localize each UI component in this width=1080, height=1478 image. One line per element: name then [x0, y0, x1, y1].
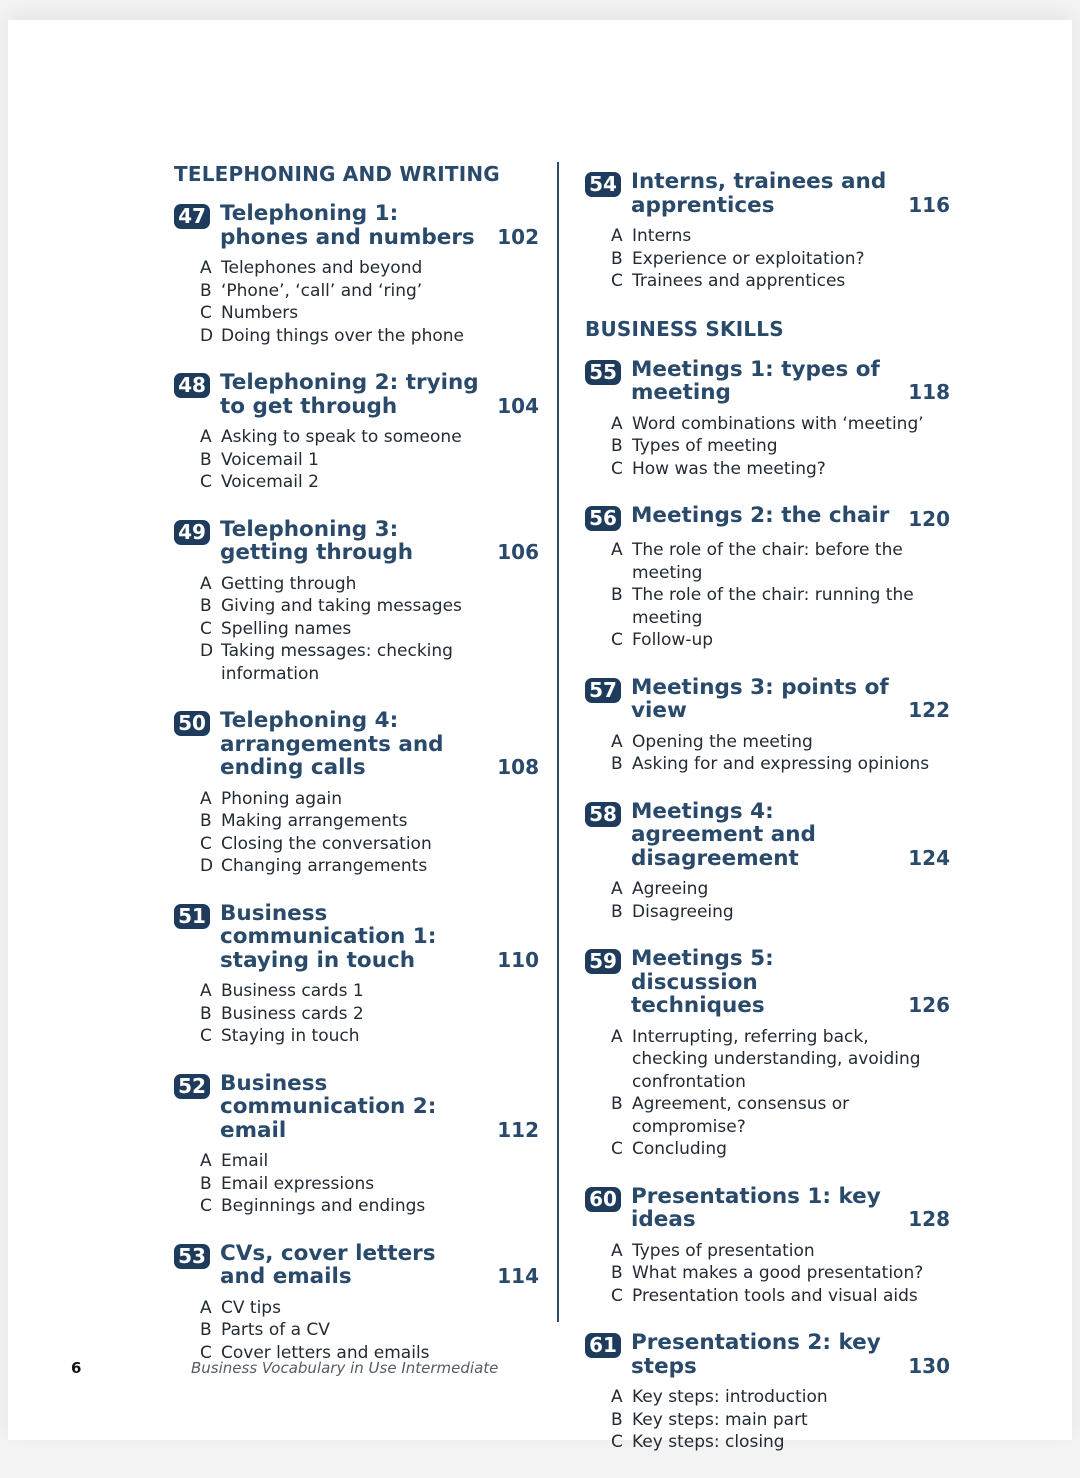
subtopic-item[interactable] — [611, 435, 950, 458]
unit-entry-61[interactable] — [585, 1331, 950, 1454]
unit-header[interactable] — [174, 518, 539, 565]
unit-page-number: 104 — [497, 393, 539, 418]
unit-title[interactable]: Business communication 2: email — [220, 1070, 437, 1143]
subtopic-text: Key steps: closing — [632, 1432, 785, 1452]
subtopic-text: Agreeing — [632, 879, 709, 899]
subtopic-item[interactable] — [200, 640, 539, 685]
unit-subtopics — [585, 1240, 950, 1308]
unit-header[interactable] — [585, 504, 950, 531]
subtopic-letter: A — [200, 981, 212, 1001]
subtopic-item[interactable] — [200, 280, 539, 303]
subtopic-letter: A — [611, 1026, 623, 1047]
unit-entry-59[interactable] — [585, 947, 950, 1161]
subtopic-item[interactable] — [200, 618, 539, 641]
unit-page-number: 130 — [908, 1353, 950, 1378]
unit-entry-54[interactable] — [585, 170, 950, 293]
subtopic-letter: D — [200, 641, 214, 661]
subtopic-item[interactable] — [200, 980, 539, 1003]
subtopic-text: Parts of a CV — [221, 1320, 330, 1340]
unit-number-badge: 54 — [585, 172, 621, 197]
subtopic-item[interactable] — [611, 901, 950, 924]
subtopic-item[interactable] — [611, 1138, 950, 1161]
subtopic-letter: C — [200, 472, 212, 492]
subtopic-item[interactable] — [611, 248, 950, 271]
subtopic-item[interactable] — [611, 413, 950, 436]
subtopic-letter: A — [611, 1240, 623, 1261]
unit-page-number: 126 — [908, 993, 950, 1017]
subtopic-letter: B — [200, 280, 212, 301]
unit-page-number: 114 — [497, 1264, 539, 1288]
subtopic-item[interactable] — [611, 731, 950, 754]
unit-subtopics — [174, 1150, 539, 1218]
subtopic-letter: A — [200, 1297, 212, 1318]
subtopic-letter: A — [200, 788, 212, 809]
subtopic-item[interactable] — [611, 1093, 950, 1138]
unit-page-number: 116 — [908, 192, 950, 217]
unit-header[interactable] — [585, 1185, 950, 1232]
subtopic-text: Taking messages: checking information — [221, 641, 453, 684]
unit-entry-48[interactable] — [174, 371, 539, 494]
left-unit-list — [174, 202, 539, 1364]
unit-number-badge: 59 — [585, 949, 621, 974]
subtopic-item[interactable] — [611, 1431, 950, 1454]
section-heading-business-skills: BUSINESS SKILLS — [585, 316, 784, 341]
subtopic-text: Concluding — [632, 1139, 727, 1159]
subtopic-letter: B — [611, 1409, 623, 1430]
unit-subtopics — [174, 257, 539, 347]
subtopic-item[interactable] — [200, 810, 539, 833]
subtopic-item[interactable] — [200, 1025, 539, 1048]
subtopic-letter: B — [611, 585, 623, 605]
unit-title[interactable]: Telephoning 3: getting through — [220, 516, 414, 565]
subtopic-text: Disagreeing — [632, 901, 734, 922]
unit-header[interactable] — [174, 902, 539, 973]
unit-number-badge: 61 — [585, 1333, 621, 1358]
unit-header[interactable] — [174, 1072, 539, 1143]
unit-entry-52[interactable] — [174, 1072, 539, 1218]
unit-entry-55[interactable] — [585, 358, 950, 481]
subtopic-item[interactable] — [200, 1319, 539, 1342]
unit-header[interactable] — [585, 170, 950, 217]
subtopic-text: Changing arrangements — [221, 856, 428, 876]
unit-number-badge: 48 — [174, 373, 210, 398]
unit-subtopics — [585, 539, 950, 652]
unit-entry-50[interactable] — [174, 709, 539, 878]
unit-number-badge: 50 — [174, 711, 210, 736]
subtopic-text: Types of presentation — [632, 1240, 815, 1261]
subtopic-letter: A — [611, 1387, 623, 1407]
unit-page-number: 106 — [497, 540, 539, 564]
unit-header[interactable] — [585, 947, 950, 1018]
subtopic-text: Key steps: introduction — [632, 1387, 828, 1407]
unit-number-badge: 56 — [585, 506, 621, 531]
right-first-unit — [585, 170, 950, 293]
subtopic-item[interactable] — [611, 878, 950, 901]
subtopic-text: Asking for and expressing opinions — [632, 754, 930, 774]
unit-entry-53[interactable] — [174, 1242, 539, 1365]
subtopic-item[interactable] — [200, 1195, 539, 1218]
subtopic-text: Asking to speak to someone — [221, 427, 462, 447]
subtopic-letter: D — [200, 856, 214, 876]
unit-title[interactable]: Meetings 5: discussion techniques — [631, 946, 774, 1018]
unit-page-number: 128 — [908, 1207, 950, 1231]
unit-title[interactable]: Meetings 2: the chair — [631, 503, 890, 528]
subtopic-letter: A — [200, 573, 212, 594]
unit-page-number: 112 — [497, 1117, 539, 1142]
subtopic-item[interactable] — [200, 1173, 539, 1196]
subtopic-letter: C — [611, 1432, 623, 1452]
unit-title[interactable]: Business communication 1: staying in touch — [220, 900, 437, 973]
book-title: Business Vocabulary in Use Intermediate — [191, 1359, 499, 1377]
unit-page-number: 120 — [908, 506, 950, 531]
subtopic-letter: B — [611, 754, 623, 774]
subtopic-text: Interns — [632, 226, 692, 246]
subtopic-text: Telephones and beyond — [221, 258, 423, 278]
unit-subtopics — [174, 788, 539, 878]
subtopic-item[interactable] — [200, 302, 539, 325]
subtopic-item[interactable] — [611, 1409, 950, 1432]
unit-number-badge: 53 — [174, 1244, 210, 1269]
unit-number-badge: 52 — [174, 1074, 210, 1099]
subtopic-letter: B — [200, 811, 212, 831]
unit-entry-57[interactable] — [585, 676, 950, 776]
unit-entry-49[interactable] — [174, 518, 539, 686]
unit-title[interactable]: Meetings 1: types of meeting — [631, 356, 880, 405]
subtopic-text: Agreement, consensus or compromise? — [632, 1094, 850, 1137]
section-heading-telephoning: TELEPHONING AND WRITING — [174, 162, 500, 186]
subtopic-text: Staying in touch — [221, 1026, 360, 1046]
subtopic-text: Presentation tools and visual aids — [632, 1285, 918, 1306]
unit-entry-47[interactable] — [174, 202, 539, 347]
subtopic-letter: B — [611, 901, 623, 922]
subtopic-text: Doing things over the phone — [221, 325, 464, 346]
subtopic-item[interactable] — [200, 471, 539, 494]
subtopic-item[interactable] — [611, 629, 950, 652]
unit-subtopics — [585, 731, 950, 776]
unit-title[interactable]: Telephoning 2: trying to get through — [220, 370, 479, 419]
subtopic-item[interactable] — [200, 1297, 539, 1320]
subtopic-letter: C — [200, 833, 212, 854]
unit-entry-58[interactable] — [585, 800, 950, 924]
subtopic-item[interactable] — [611, 1262, 950, 1285]
subtopic-item[interactable] — [611, 1285, 950, 1308]
subtopic-text: Trainees and apprentices — [632, 271, 846, 291]
subtopic-letter: B — [611, 248, 623, 269]
unit-title[interactable]: Telephoning 1: phones and numbers — [220, 201, 475, 250]
column-divider — [557, 162, 559, 1322]
unit-header[interactable] — [585, 800, 950, 871]
subtopic-text: Closing the conversation — [221, 833, 432, 854]
subtopic-text: The role of the chair: running the meeting — [632, 585, 914, 628]
unit-subtopics — [585, 1026, 950, 1161]
unit-subtopics — [585, 225, 950, 293]
subtopic-letter: B — [611, 1094, 623, 1114]
subtopic-item[interactable] — [200, 325, 539, 348]
subtopic-letter: D — [200, 325, 214, 346]
unit-title[interactable]: Interns, trainees and apprentices — [631, 169, 887, 218]
unit-number-badge: 57 — [585, 678, 621, 703]
unit-number-badge: 58 — [585, 802, 621, 827]
subtopic-text: Interrupting, referring back, checking understanding, avoiding confrontation — [632, 1026, 921, 1092]
unit-entry-56[interactable] — [585, 504, 950, 652]
subtopic-letter: C — [611, 1285, 623, 1306]
subtopic-item[interactable] — [611, 270, 950, 293]
subtopic-text: Spelling names — [221, 618, 352, 639]
subtopic-item[interactable] — [200, 595, 539, 618]
subtopic-letter: C — [200, 618, 212, 639]
subtopic-letter: A — [611, 879, 623, 899]
unit-title[interactable]: Presentations 2: key steps — [631, 1330, 881, 1379]
subtopic-item[interactable] — [611, 753, 950, 776]
unit-subtopics — [585, 413, 950, 481]
subtopic-letter: A — [200, 427, 212, 447]
unit-title[interactable]: CVs, cover letters and emails — [220, 1240, 436, 1289]
unit-number-badge: 47 — [174, 204, 210, 229]
subtopic-text: Getting through — [221, 573, 357, 594]
subtopic-text: What makes a good presentation? — [632, 1263, 924, 1283]
unit-header[interactable] — [585, 1331, 950, 1378]
subtopic-text: Email — [221, 1151, 269, 1171]
subtopic-letter: A — [200, 258, 212, 278]
subtopic-item[interactable] — [200, 257, 539, 280]
unit-page-number: 118 — [908, 380, 950, 404]
subtopic-text: Voicemail 2 — [221, 472, 319, 492]
page-sheet — [8, 20, 1072, 1452]
unit-subtopics — [174, 980, 539, 1048]
subtopic-text: Business cards 1 — [221, 981, 364, 1001]
subtopic-item[interactable] — [611, 1026, 950, 1094]
right-unit-list — [585, 358, 950, 1454]
subtopic-letter: A — [611, 540, 623, 560]
subtopic-letter: B — [611, 436, 623, 456]
unit-title[interactable]: Meetings 3: points of view — [631, 674, 889, 723]
subtopic-text: Giving and taking messages — [221, 596, 462, 616]
subtopic-text: ‘Phone’, ‘call’ and ‘ring’ — [221, 280, 423, 301]
unit-page-number: 110 — [497, 947, 539, 972]
subtopic-letter: C — [611, 271, 623, 291]
unit-title[interactable]: Presentations 1: key ideas — [631, 1183, 881, 1232]
unit-entry-51[interactable] — [174, 902, 539, 1048]
subtopic-letter: B — [200, 1003, 212, 1024]
unit-page-number: 108 — [497, 755, 539, 779]
unit-subtopics — [174, 1297, 539, 1365]
subtopic-text: Email expressions — [221, 1173, 375, 1194]
unit-subtopics — [174, 426, 539, 494]
subtopic-item[interactable] — [200, 833, 539, 856]
subtopic-text: Voicemail 1 — [221, 449, 319, 470]
subtopic-item[interactable] — [200, 449, 539, 472]
unit-page-number: 124 — [908, 845, 950, 870]
subtopic-letter: A — [611, 731, 623, 752]
subtopic-letter: C — [611, 1139, 623, 1159]
unit-title[interactable]: Telephoning 4: arrangements and ending calls — [220, 708, 444, 780]
subtopic-letter: C — [200, 1026, 212, 1046]
unit-subtopics — [174, 573, 539, 686]
subtopic-item[interactable] — [200, 855, 539, 878]
subtopic-letter: A — [200, 1151, 212, 1171]
subtopic-text: Types of meeting — [632, 436, 778, 456]
unit-subtopics — [585, 878, 950, 923]
unit-header[interactable] — [174, 371, 539, 418]
unit-entry-60[interactable] — [585, 1185, 950, 1308]
subtopic-letter: B — [200, 596, 212, 616]
subtopic-letter: B — [200, 1320, 212, 1340]
subtopic-item[interactable] — [200, 1003, 539, 1026]
unit-header[interactable] — [174, 709, 539, 780]
subtopic-letter: C — [200, 1342, 212, 1363]
subtopic-letter: A — [611, 413, 623, 434]
subtopic-letter: C — [200, 303, 212, 323]
unit-number-badge: 51 — [174, 904, 210, 929]
subtopic-text: Experience or exploitation? — [632, 248, 865, 269]
unit-number-badge: 49 — [174, 520, 210, 545]
unit-title[interactable]: Meetings 4: agreement and disagreement — [631, 798, 816, 871]
unit-header[interactable] — [585, 358, 950, 405]
unit-subtopics — [585, 1386, 950, 1454]
subtopic-item[interactable] — [611, 1386, 950, 1409]
unit-header[interactable] — [585, 676, 950, 723]
subtopic-letter: B — [200, 1173, 212, 1194]
subtopic-item[interactable] — [611, 225, 950, 248]
subtopic-text: Word combinations with ‘meeting’ — [632, 413, 924, 434]
subtopic-text: Key steps: main part — [632, 1409, 808, 1430]
subtopic-text: Cover letters and emails — [221, 1342, 430, 1363]
subtopic-letter: B — [611, 1263, 623, 1283]
subtopic-text: Numbers — [221, 303, 299, 323]
subtopic-text: Making arrangements — [221, 811, 408, 831]
subtopic-item[interactable] — [200, 426, 539, 449]
subtopic-letter: A — [611, 226, 623, 246]
page-number: 6 — [71, 1359, 82, 1377]
unit-number-badge: 60 — [585, 1187, 621, 1212]
subtopic-text: How was the meeting? — [632, 458, 826, 479]
subtopic-item[interactable] — [200, 788, 539, 811]
subtopic-item[interactable] — [200, 1150, 539, 1173]
subtopic-text: Beginnings and endings — [221, 1196, 426, 1216]
subtopic-item[interactable] — [611, 458, 950, 481]
subtopic-text: Phoning again — [221, 788, 343, 809]
subtopic-letter: C — [611, 458, 623, 479]
unit-header[interactable] — [174, 1242, 539, 1289]
unit-page-number: 102 — [497, 224, 539, 249]
right-column — [585, 170, 950, 1478]
subtopic-item[interactable] — [611, 584, 950, 629]
unit-page-number: 122 — [908, 698, 950, 722]
subtopic-item[interactable] — [200, 573, 539, 596]
subtopic-text: The role of the chair: before the meeting — [632, 540, 903, 583]
subtopic-item[interactable] — [611, 1240, 950, 1263]
subtopic-letter: C — [611, 630, 623, 650]
subtopic-text: Opening the meeting — [632, 731, 813, 752]
subtopic-item[interactable] — [611, 539, 950, 584]
subtopic-text: Business cards 2 — [221, 1003, 364, 1024]
unit-header[interactable] — [174, 202, 539, 249]
subtopic-text: Follow-up — [632, 630, 714, 650]
subtopic-letter: C — [200, 1196, 212, 1216]
unit-number-badge: 55 — [585, 360, 621, 385]
subtopic-letter: B — [200, 449, 212, 470]
subtopic-text: CV tips — [221, 1297, 281, 1318]
left-column — [174, 162, 539, 1388]
